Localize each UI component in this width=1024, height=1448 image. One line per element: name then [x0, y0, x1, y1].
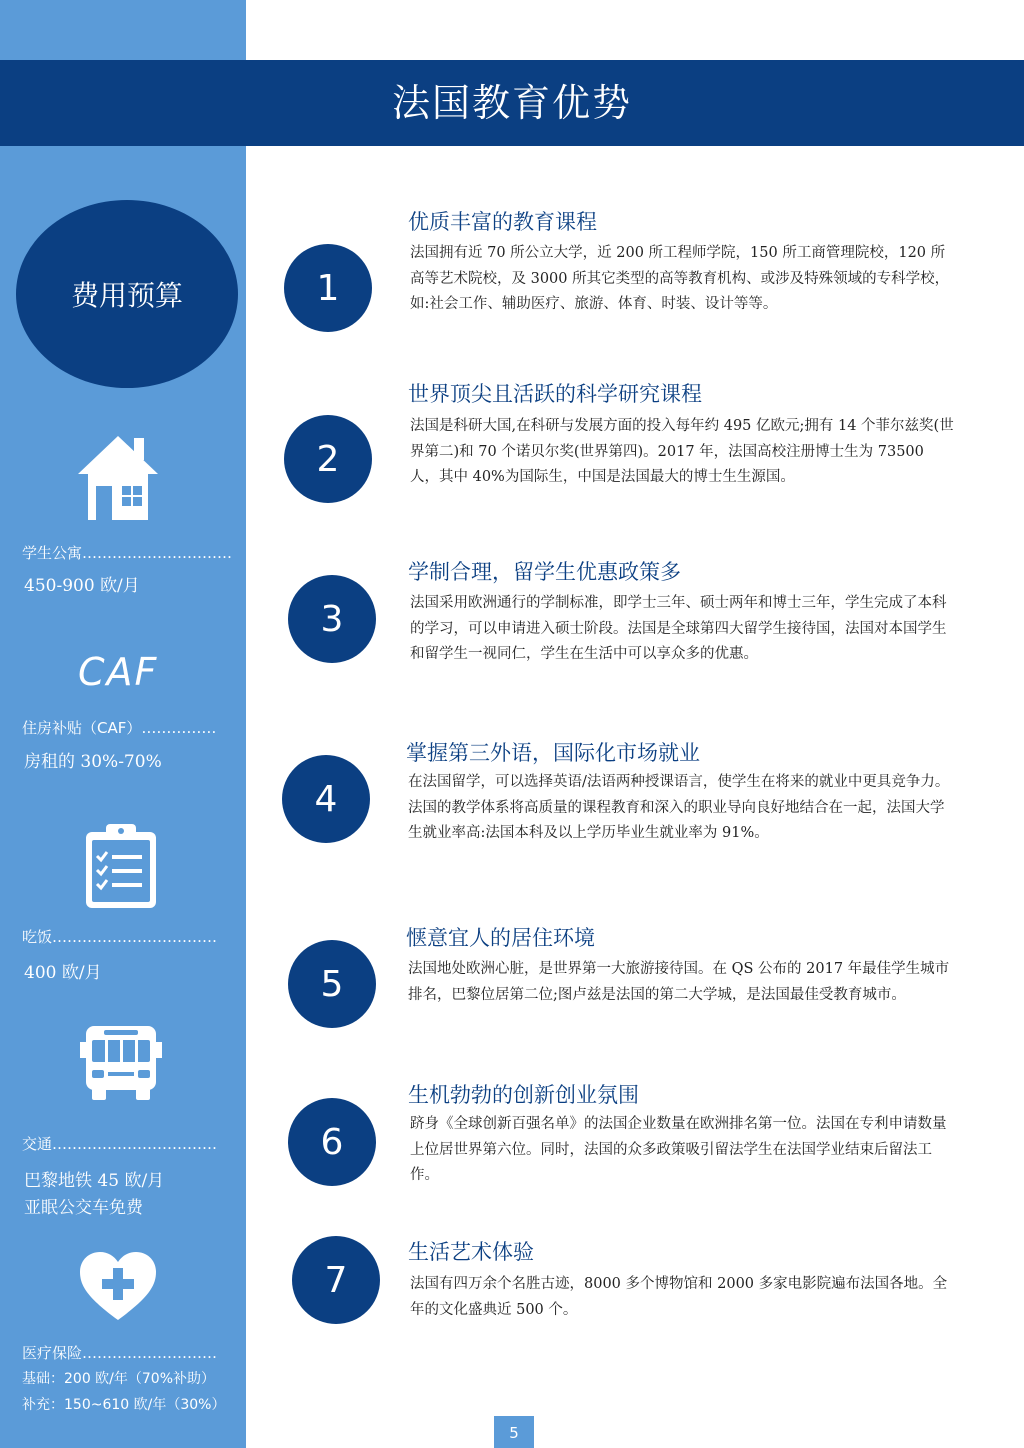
section-title-1: 优质丰富的教育课程 — [408, 210, 597, 234]
section-body-7: 法国有四万余个名胜古迹，8000 多个博物馆和 2000 多家电影院遍布法国各地。全年的文化盛典近 500 个。 — [410, 1276, 948, 1318]
section-body-1: 法国拥有近 70 所公立大学，近 200 所工程师学院，150 所工商管理院校，120 所高等艺术院校，及 3000 所其它类型的高等教育机构、或涉及特殊领域的专科学校，如:社会工作、辅助医疗、旅游、体育、时装、设计等等。 — [410, 245, 950, 312]
section-title-7: 生活艺术体验 — [408, 1240, 534, 1264]
section-body-3: 法国采用欧洲通行的学制标准，即学士三年、硕士两年和博士三年，学生完成了本科的学习，可以申请进入硕士阶段。法国是全球第四大留学生接待国，法国对本国学生和留学生一视同仁，学生在生活中可以享众多的优惠。 — [410, 595, 947, 662]
section-title-3: 学制合理，留学生优惠政策多 — [408, 560, 681, 584]
transport-value-2: 亚眠公交车免费 — [24, 1198, 143, 1218]
section-body-2: 法国是科研大国,在科研与发展方面的投入每年约 495 亿欧元;拥有 14 个菲尔兹奖(世界第二)和 70 个诺贝尔奖(世界第四)。2017 年，法国高校注册博士生为 73500 人，其中 40%为国际生，中国是法国最大的博士生生源国。 — [410, 418, 954, 485]
section-body-5: 法国地处欧洲心脏，是世界第一大旅游接待国。在 QS 公布的 2017 年最佳学生城市排名，巴黎位居第二位;图卢兹是法国的第二大学城，是法国最佳受教育城市。 — [408, 961, 950, 1003]
section-title-6: 生机勃勃的创新创业氛围 — [408, 1083, 639, 1107]
section-title-5: 惬意宜人的居住环境 — [406, 926, 595, 950]
transport-value-1: 巴黎地铁 45 欧/月 — [24, 1171, 165, 1191]
section-body-4: 在法国留学，可以选择英语/法语两种授课语言，使学生在将来的就业中更具竞争力。法国的教学体系将高质量的课程教育和深入的职业导向良好地结合在一起，法国大学生就业率高:法国本科及以上学历毕业生就业率为 91%。 — [408, 774, 950, 841]
section-title-2: 世界顶尖且活跃的科学研究课程 — [408, 382, 702, 406]
food-label: 吃饭…………………………… — [22, 928, 218, 946]
page-number: 5 — [494, 1416, 534, 1448]
budget-title: 费用预算 — [70, 279, 183, 312]
housing-value: 450-900 欧/月 — [24, 576, 140, 596]
section-number-5: 5 — [288, 940, 376, 1028]
house-icon — [76, 432, 160, 524]
section-number-4: 4 — [282, 755, 370, 843]
transport-label: 交通…………………………… — [22, 1135, 218, 1153]
food-value: 400 欧/月 — [24, 963, 102, 983]
section-number-7: 7 — [292, 1236, 380, 1324]
page-title: 法国教育优势 — [391, 81, 632, 125]
section-number-1: 1 — [284, 244, 372, 332]
section-number-3: 3 — [288, 575, 376, 663]
housing-label: 学生公寓………………………… — [22, 544, 233, 562]
section-number-6: 6 — [288, 1098, 376, 1186]
header-bar — [0, 60, 1024, 146]
section-number-2: 2 — [284, 415, 372, 503]
caf-value: 房租的 30%-70% — [24, 752, 162, 772]
section-body-6: 跻身《全球创新百强名单》的法国企业数量在欧洲排名第一位。法国在专利申请数量上位居世界第六位。同时，法国的众多政策吸引留法学生在法国学业结束后留法工作。 — [410, 1116, 947, 1183]
insurance-label: 医疗保险……………………… — [22, 1344, 218, 1362]
insurance-supplement: 补充：150~610 欧/年（30%） — [22, 1397, 226, 1413]
caf-label: 住房补贴（CAF）…………… — [22, 719, 217, 737]
heart-cross-icon — [78, 1250, 158, 1322]
clipboard-icon — [82, 822, 160, 910]
caf-logo: CAF — [78, 650, 159, 694]
sidebar — [0, 0, 246, 1448]
budget-circle — [16, 200, 238, 388]
section-title-4: 掌握第三外语，国际化市场就业 — [406, 741, 700, 765]
insurance-basic: 基础：200 欧/年（70%补助） — [22, 1371, 216, 1387]
bus-icon — [80, 1024, 162, 1102]
